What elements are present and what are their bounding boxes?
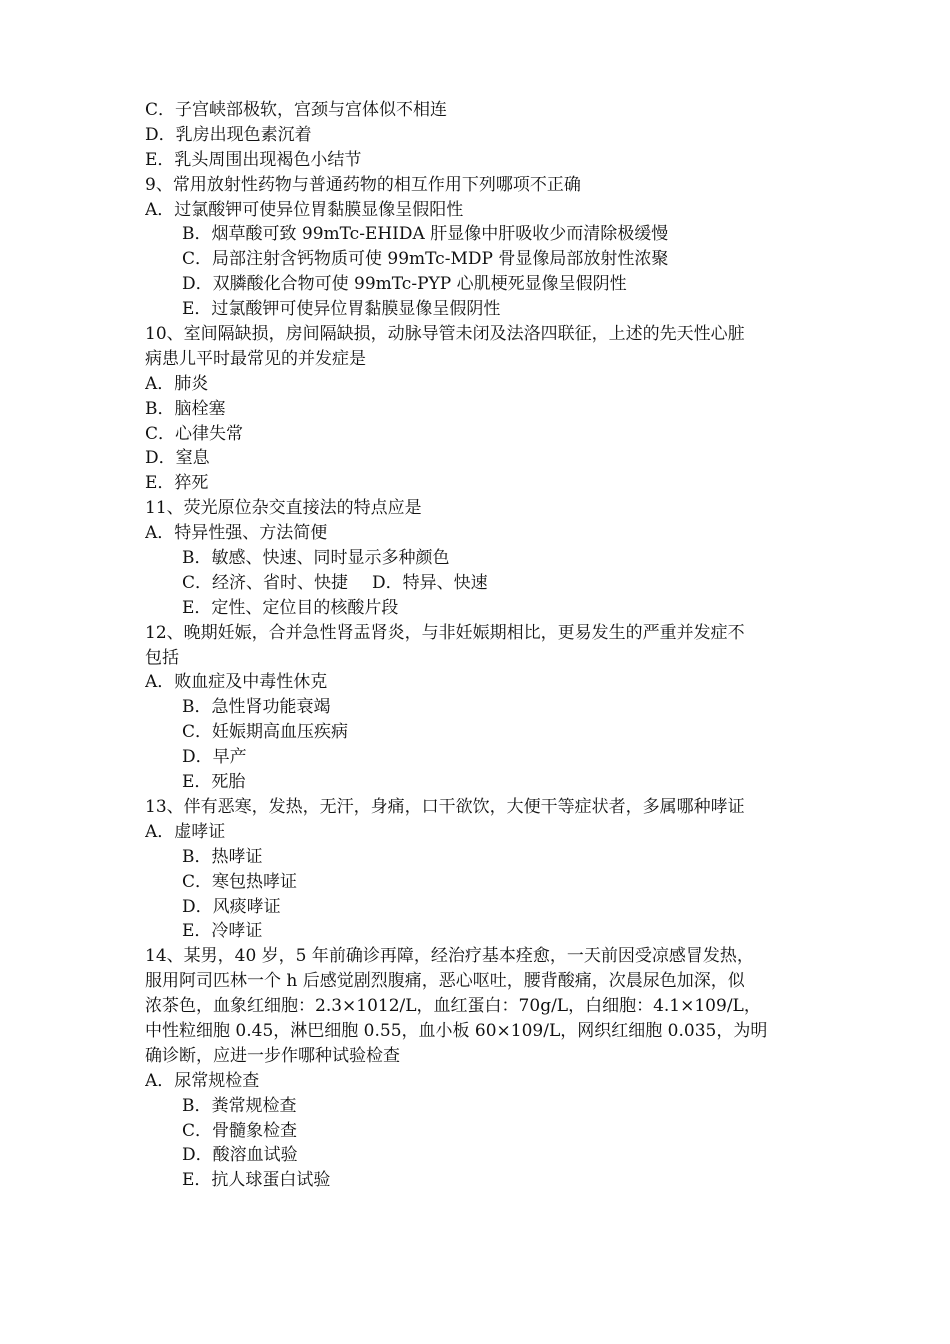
- text-line: [145, 1094, 825, 1119]
- text-line: [145, 870, 825, 895]
- text-line: [145, 944, 825, 969]
- text-line: [145, 372, 825, 397]
- text-line: [145, 496, 825, 521]
- text-line: [145, 446, 825, 471]
- text-line: [145, 173, 825, 198]
- line-text: A．肺炎: [145, 373, 209, 394]
- text-line: [145, 198, 825, 223]
- line-text-secondary-option: D．特异、快速: [372, 572, 488, 593]
- line-text: E．猝死: [145, 473, 209, 494]
- line-text: B．烟草酸可致 99mTc-EHIDA 肝显像中肝吸收少而清除极缓慢: [182, 224, 669, 245]
- text-line: [145, 695, 825, 720]
- line-text: 病患儿平时最常见的并发症是: [145, 348, 366, 369]
- line-text: B．粪常规检查: [182, 1095, 297, 1116]
- text-line: [145, 471, 825, 496]
- line-text: 包括: [145, 647, 179, 668]
- line-text: C．局部注射含钙物质可使 99mTc-MDP 骨显像局部放射性浓聚: [182, 249, 669, 270]
- line-text: C．寒包热哮证: [182, 871, 298, 892]
- line-text: 13、伴有恶寒，发热，无汗，身痛，口干欲饮，大便干等症状者，多属哪种哮证: [145, 796, 745, 817]
- line-text: D．乳房出现色素沉着: [145, 124, 312, 145]
- text-line: [145, 1143, 825, 1168]
- line-text: A．败血症及中毒性休克: [145, 672, 328, 693]
- text-line: [145, 98, 825, 123]
- line-text: D．酸溶血试验: [182, 1145, 298, 1166]
- line-text: A．过氯酸钾可使异位胃黏膜显像呈假阳性: [145, 199, 464, 220]
- line-text: 服用阿司匹林一个 h 后感觉剧烈腹痛，恶心呕吐，腰背酸痛，次晨尿色加深，似: [145, 971, 745, 992]
- text-line: [145, 521, 825, 546]
- question-text-block: [145, 98, 825, 1193]
- text-line: [145, 1019, 825, 1044]
- text-line: [145, 596, 825, 621]
- line-text: 14、某男，40 岁，5 年前确诊再障，经治疗基本痊愈，一天前因受凉感冒发热，: [145, 946, 754, 967]
- line-text: A．特异性强、方法简便: [145, 523, 328, 544]
- line-text: 10、室间隔缺损，房间隔缺损，动脉导管未闭及法洛四联征，上述的先天性心脏: [145, 324, 745, 345]
- line-text: 中性粒细胞 0.45，淋巴细胞 0.55，血小板 60×109/L，网织红细胞 0.035，为明: [145, 1020, 768, 1041]
- text-line: [145, 1168, 825, 1193]
- text-line: [145, 795, 825, 820]
- line-text: E．死胎: [182, 772, 246, 793]
- line-text: D．窒息: [145, 448, 210, 469]
- text-line: [145, 272, 825, 297]
- text-line: [145, 123, 825, 148]
- text-line: [145, 1044, 825, 1069]
- line-text: 确诊断，应进一步作哪种试验检查: [145, 1045, 400, 1066]
- text-line: [145, 845, 825, 870]
- text-line: [145, 646, 825, 671]
- line-text: C．经济、省时、快捷: [182, 572, 349, 593]
- text-line: [145, 919, 825, 944]
- text-line: [145, 670, 825, 695]
- text-line: [145, 969, 825, 994]
- text-line: [145, 322, 825, 347]
- text-line: [145, 397, 825, 422]
- text-line: [145, 895, 825, 920]
- line-text: D．风痰哮证: [182, 896, 281, 917]
- line-text: A．虚哮证: [145, 821, 226, 842]
- line-text: B．脑栓塞: [145, 398, 226, 419]
- text-line: [145, 994, 825, 1019]
- line-text: C．心律失常: [145, 423, 244, 444]
- text-line: [145, 347, 825, 372]
- line-text: E．抗人球蛋白试验: [182, 1170, 331, 1191]
- text-line: [145, 247, 825, 272]
- line-text: C．骨髓象检查: [182, 1120, 298, 1141]
- line-text: 9、常用放射性药物与普通药物的相互作用下列哪项不正确: [145, 174, 581, 195]
- line-text: A．尿常规检查: [145, 1070, 260, 1091]
- text-line: [145, 1069, 825, 1094]
- line-text: C．子宫峡部极软，宫颈与宫体似不相连: [145, 100, 448, 120]
- text-line: [145, 422, 825, 447]
- text-line: [145, 770, 825, 795]
- line-text: B．热哮证: [182, 846, 263, 867]
- line-text: D．双膦酸化合物可使 99mTc-PYP 心肌梗死显像呈假阴性: [182, 274, 627, 295]
- text-line: [145, 745, 825, 770]
- line-text: 浓茶色，血象红细胞：2.3×1012/L，血红蛋白：70g/L，白细胞：4.1×109/L，: [145, 996, 761, 1017]
- text-line: [145, 720, 825, 745]
- line-text: 12、晚期妊娠，合并急性肾盂肾炎，与非妊娠期相比，更易发生的严重并发症不: [145, 622, 745, 643]
- line-text: E．冷哮证: [182, 921, 263, 942]
- line-text: E．过氯酸钾可使异位胃黏膜显像呈假阴性: [182, 299, 501, 320]
- text-line: [145, 546, 825, 571]
- text-line: [145, 222, 825, 247]
- line-text: 11、荧光原位杂交直接法的特点应是: [145, 498, 422, 519]
- line-text: D．早产: [182, 747, 247, 768]
- text-line: [145, 571, 825, 596]
- line-text: E．乳头周围出现褐色小结节: [145, 149, 362, 170]
- line-text: B．急性肾功能衰竭: [182, 697, 331, 718]
- text-line: [145, 148, 825, 173]
- text-line: [145, 1119, 825, 1144]
- text-line: [145, 297, 825, 322]
- line-text: C．妊娠期高血压疾病: [182, 722, 349, 743]
- text-line: [145, 820, 825, 845]
- text-line: [145, 621, 825, 646]
- line-text: B．敏感、快速、同时显示多种颜色: [182, 548, 450, 569]
- line-text: E．定性、定位目的核酸片段: [182, 597, 399, 618]
